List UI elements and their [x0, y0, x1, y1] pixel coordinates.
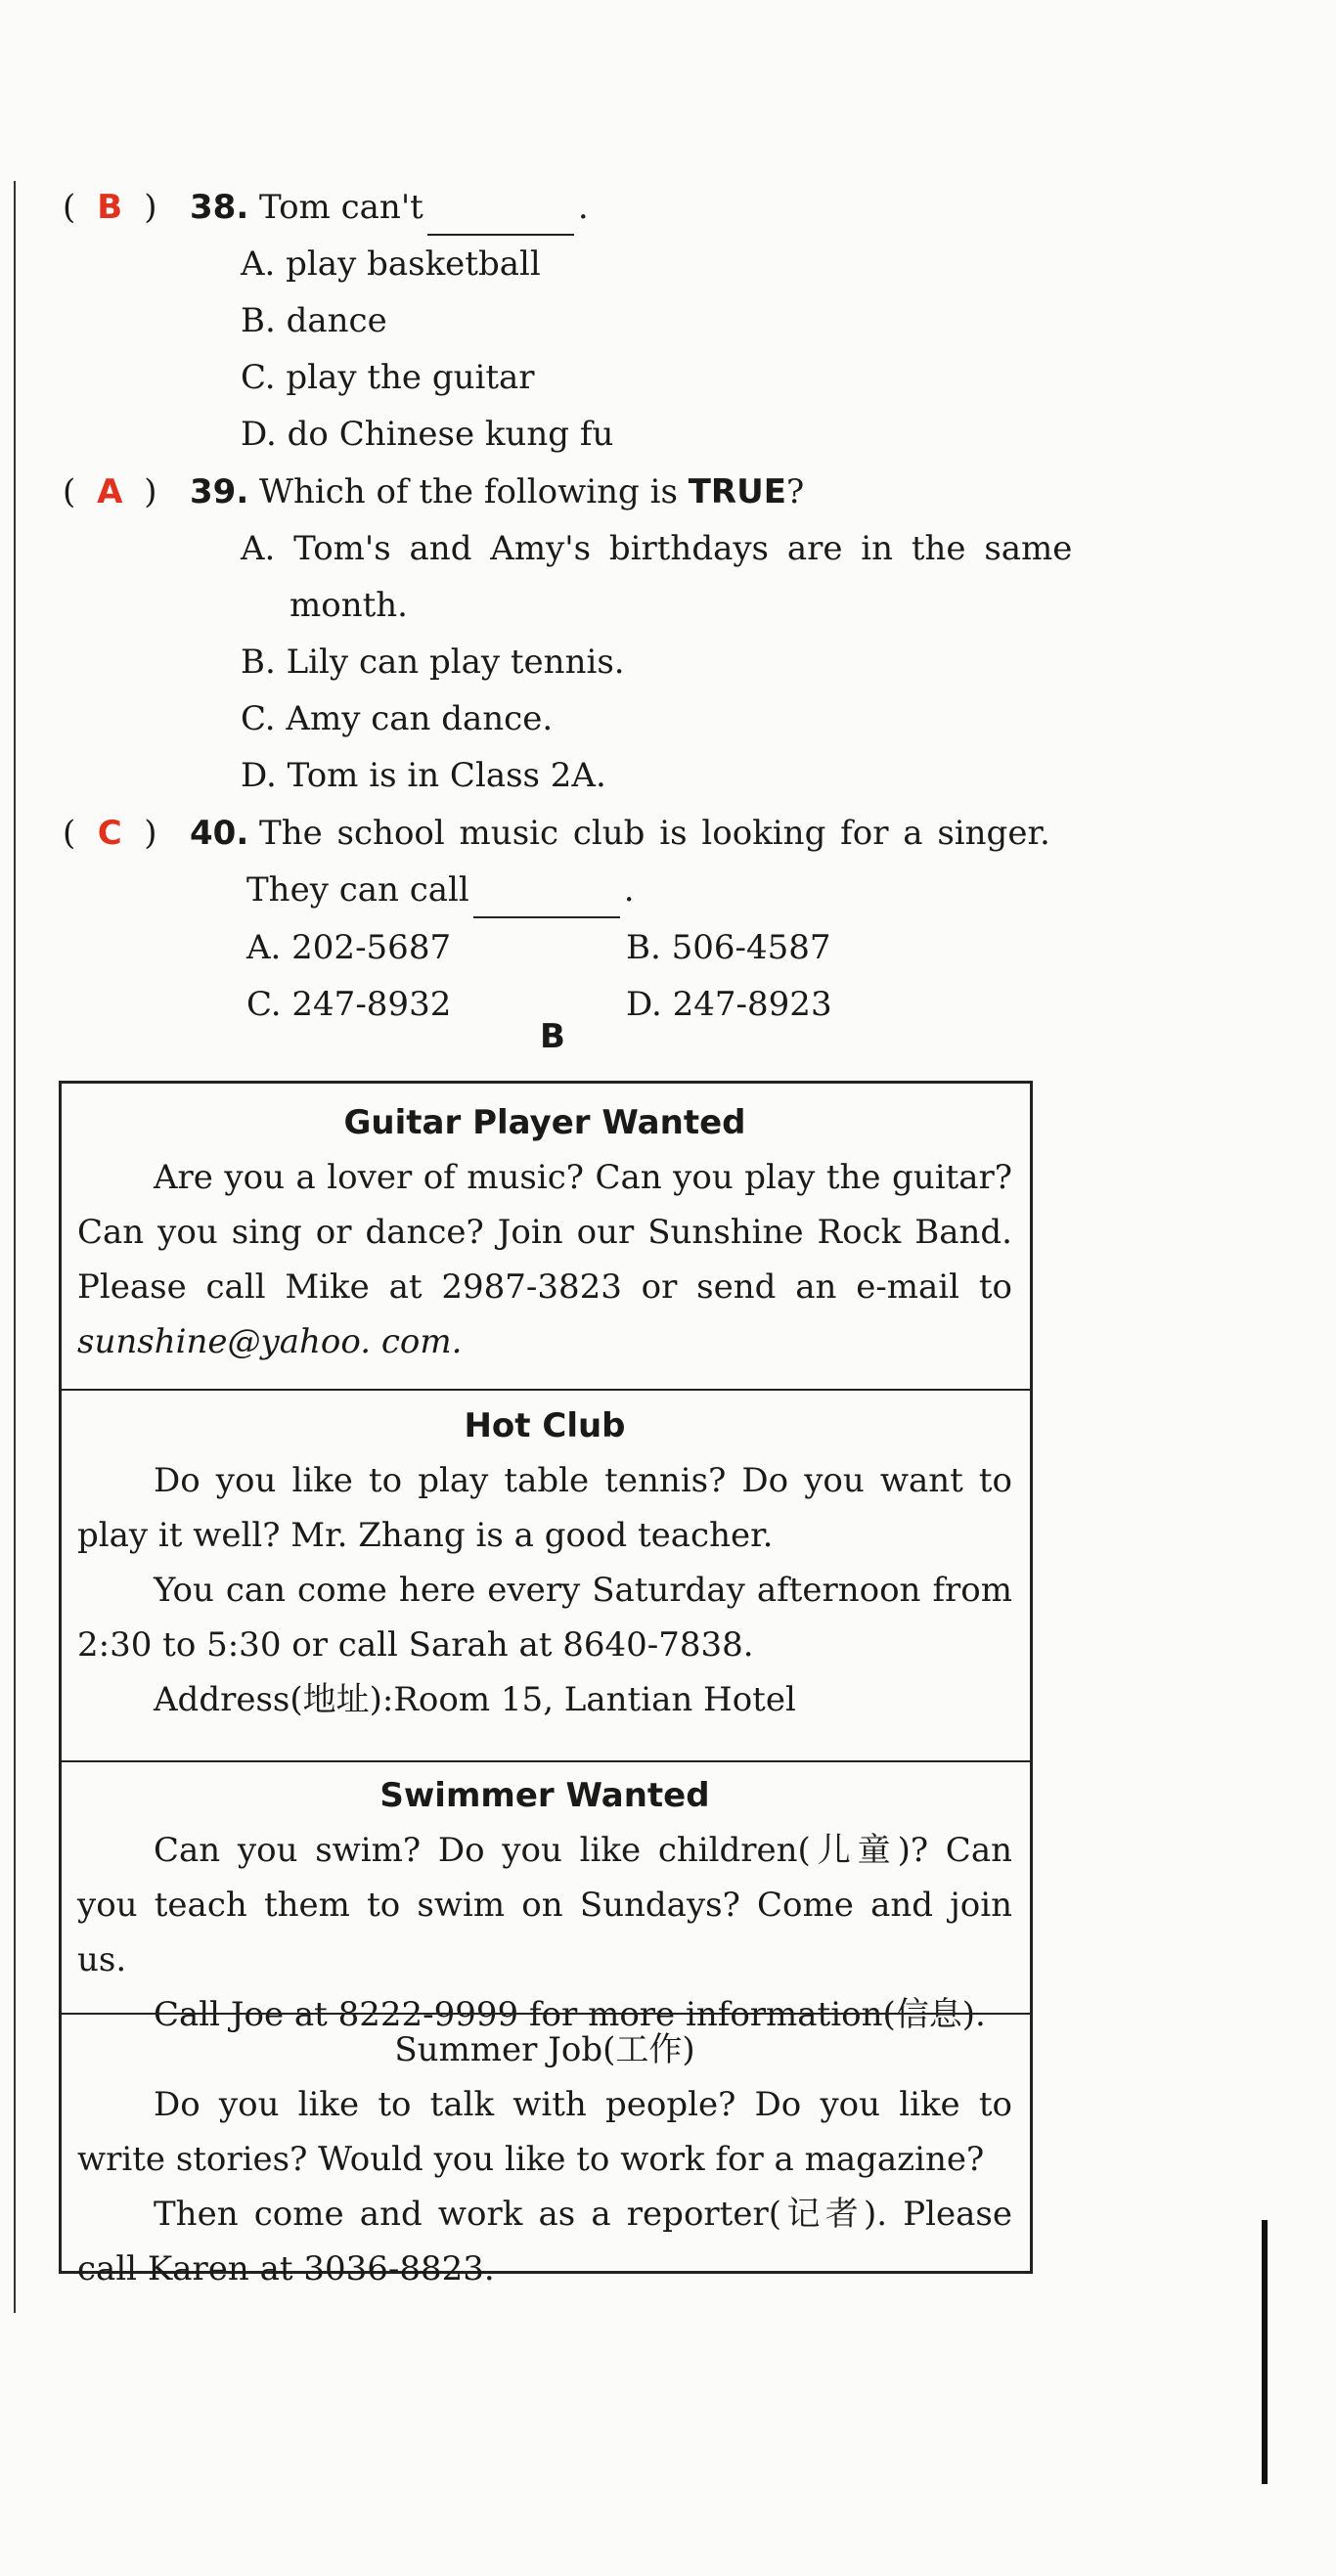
ad-title: Hot Club	[464, 1406, 626, 1445]
option: B. dance	[241, 301, 387, 340]
question-39	[63, 464, 804, 520]
ad-paragraph: Do you like to play table tennis? Do you want to play it well? Mr. Zhang is a good teacher.	[77, 1461, 1012, 1555]
question-40	[63, 805, 1050, 862]
ad-divider	[62, 1389, 1030, 1391]
ad-divider	[62, 2013, 1030, 2015]
ad-divider	[62, 1760, 1030, 1762]
ad-title: Guitar Player Wanted	[343, 1103, 746, 1142]
answer-blank	[427, 200, 574, 236]
option: C. 247-8932	[246, 985, 452, 1024]
ad-paragraph: Then come and work as a reporter(记者). Please call Karen at 3036-8823.	[77, 2195, 1012, 2288]
option: A. play basketball	[241, 244, 541, 284]
ad-paragraph: You can come here every Saturday afternoon from 2:30 to 5:30 or call Sarah at 8640-7838.	[77, 1571, 1012, 1665]
option: B. Lily can play tennis.	[241, 643, 625, 682]
question-stem-end: .	[623, 870, 635, 910]
option: A. 202-5687	[246, 928, 452, 967]
section-label: B	[540, 1017, 565, 1056]
ad-paragraph: Do you like to talk with people? Do you like to write stories? Would you like to work for a magazine?	[77, 2085, 1012, 2179]
option: D. Tom is in Class 2A.	[241, 756, 606, 795]
ad-guitar-player	[62, 1095, 1030, 1369]
question-number: 38.	[190, 188, 249, 227]
question-stem: They can call	[246, 870, 469, 910]
question-number: 40.	[190, 814, 249, 853]
option: D. do Chinese kung fu	[241, 415, 614, 454]
answer-blank	[473, 883, 620, 918]
question-stem: Tom can't	[259, 188, 423, 227]
question-stem-line2	[246, 862, 635, 918]
ad-address: Address(地址):Room 15, Lantian Hotel	[154, 1680, 796, 1719]
answer-mark: B	[97, 188, 123, 227]
question-stem: Which of the following is	[259, 472, 678, 511]
question-38	[63, 179, 589, 236]
option: A. Tom's and Amy's birthdays are in the same	[241, 529, 1073, 568]
ad-paragraph	[77, 1150, 1012, 1369]
option: D. 247-8923	[626, 985, 832, 1024]
question-number: 39.	[190, 472, 249, 511]
question-stem-end: .	[577, 188, 589, 227]
answer-bracket: ( C )	[63, 805, 190, 862]
question-stem-emphasis: TRUE	[688, 472, 786, 511]
margin-line	[14, 181, 16, 2313]
ad-email: sunshine@yahoo. com.	[77, 1322, 463, 1361]
page-edge-shadow	[1262, 2220, 1268, 2484]
answer-mark: A	[97, 472, 123, 511]
option-continuation: month.	[289, 586, 408, 625]
ads-box	[59, 1081, 1033, 2288]
ad-paragraph: Call Joe at 8222-9999 for more information(信息).	[154, 1995, 986, 2034]
ad-paragraph: Can you swim? Do you like children(儿童)? Can you teach them to swim on Sundays? Come and join us.	[77, 1831, 1012, 1979]
ad-summer-job	[62, 2022, 1030, 2296]
answer-mark: C	[97, 814, 122, 853]
answer-bracket: ( B )	[63, 179, 190, 236]
ad-title: Swimmer Wanted	[379, 1776, 710, 1815]
ad-swimmer	[62, 1768, 1030, 2042]
question-stem: The school music club is looking for a singer.	[259, 814, 1050, 853]
ad-text: Are you a lover of music? Can you play the guitar? Can you sing or dance? Join our Sunshine Rock Band. Please call Mike at 2987-3823 or send an e-mail to	[77, 1158, 1012, 1307]
question-stem-end: ?	[785, 472, 805, 511]
option: C. play the guitar	[241, 358, 535, 397]
ad-hot-club	[62, 1399, 1030, 1727]
answer-bracket: ( A )	[63, 464, 190, 520]
ad-title: Summer Job(工作)	[394, 2030, 695, 2069]
option: B. 506-4587	[626, 928, 831, 967]
option: C. Amy can dance.	[241, 699, 554, 738]
